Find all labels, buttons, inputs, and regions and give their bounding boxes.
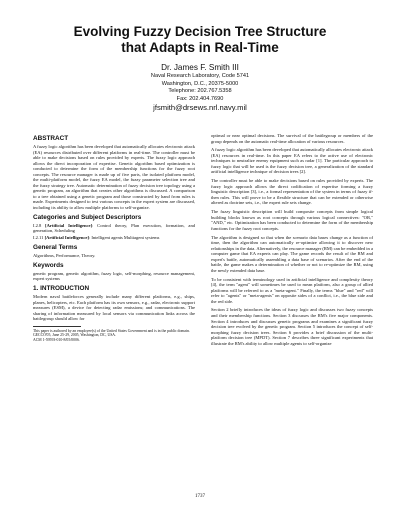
right-paragraph: The algorithm is designed so that when the scenario data bases change as a function of time, then the algorithm can automatically re-optimize allowing it to discover new relationships in the data. Alternatively, the resource manager (RM) can be embedded in a computer game that EA experts can play. The game records the result of the RM and expert's battle, automatically assembling a data base of scenarios. After the end of the battle, the game makes a determination of whether or not to re-optimize the RM, using the newly extended data base.	[211, 234, 373, 273]
author-affiliation-1: Naval Research Laboratory, Code 5741	[150, 73, 250, 79]
categories-heading: Categories and Subject Descriptors	[33, 213, 142, 221]
footnote-rule	[33, 326, 81, 327]
right-column	[211, 133, 373, 349]
general-terms-text: Algorithms, Performance, Theory.	[33, 252, 96, 258]
author-block	[60, 63, 340, 113]
general-terms-heading: General Terms	[33, 243, 78, 251]
footnote-acm: ACM 1-59593-010-8/05/0006.	[33, 338, 80, 343]
title-line-2: that Adapts in Real-Time	[121, 40, 279, 55]
footnote-text: This paper is authored by an employee(s) of the United States Government and is in the public domain.	[33, 328, 190, 333]
abstract-text: A fuzzy logic algorithm has been developed that automatically allocates electronic attack (EA) resources distributed over different platforms in real-time. The controller must be able to make decisions based on rules provided by experts. The fuzzy logic approach allows the direct incorporation of expertise. Genetic algorithm based optimization is conducted to determine the form of the membership functions for the fuzzy root concepts. The resource manager is made up of five parts, the isolated platform model, the multi-platform model, the fuzzy EA model, the fuzzy parameter selection tree and the fuzzy strategy tree. Automatic determination of fuzzy decision tree topology using a genetic program, an algorithm that creates other algorithms is discussed. A comparison to a tree obtained using a genetic program and those constructed by hand from rules is made. Experiments designed to test various concepts in the expert system are discussed, including its ability to allow multiple platforms to self-organize.	[33, 144, 195, 211]
right-paragraph: To be consistent with terminology used in artificial intelligence and complexity theory [4], the term "agent" will sometimes be used to mean platform, also a group of allied platforms will be referred to as a "meta-agent." Finally, the terms "blue" and "red" will refer to "agents" or "meta-agents" on opposite sides of a conflict, i.e., the blue side and the red side.	[211, 276, 373, 304]
introduction-heading: 1. INTRODUCTION	[33, 285, 90, 292]
title-line-1: Evolving Fuzzy Decision Tree Structure	[73, 24, 327, 39]
right-paragraph: Section 2 briefly introduces the ideas of fuzzy logic and discusses two fuzzy concepts and their membership functions. Section 3 discusses the RM's five major components. Section 4 introduces and discusses genetic programs and examines a significant fuzzy decision tree evolved by the genetic program. Section 5 introduces the concept of self-morphing fuzzy decision trees. Section 6 provides a brief discussion of the multi-platform decision tree (MPDT). Section 7 describes three significant experiments that illustrate the RM's ability to allow multiple agents to self-organize	[211, 307, 373, 346]
page-number: 1737	[195, 494, 205, 499]
right-paragraph: optimal or near optimal decisions. The survival of the battlegroup or members of the group depends on the automatic real-time allocation of various resources.	[211, 133, 373, 144]
introduction-text: Modern naval battleforces generally include many different platforms, e.g., ships, planes, helicopters, etc. Each platform has its own sensors, e.g., radar, electronic support measures (ESM), a device for detecting radar emissions; and communications. The sharing of information measured by local sensors via communication links across the battlegroup should allow for	[33, 294, 195, 322]
left-column	[33, 135, 195, 343]
author-affiliation-2: Washington, D.C., 20375-5000	[161, 80, 239, 87]
abstract-heading: ABSTRACT	[33, 135, 69, 142]
category-item: I.2.8 [Artificial Intelligence]: Control theory, Plan execution, formation, and generation, Scheduling	[33, 222, 195, 234]
author-email: jfsmith@drsews.nrl.navy.mil	[153, 103, 247, 113]
category-item: I.2.11 [Artificial Intelligence]: Intelligent agents Multiagent systems	[33, 235, 160, 241]
author-telephone: Telephone: 202.767.5358	[168, 88, 232, 95]
author-name: Dr. James F. Smith III	[161, 63, 239, 72]
footnote	[33, 329, 195, 343]
keywords-heading: Keywords	[33, 261, 64, 269]
right-paragraph: The controller must be able to make decisions based on rules provided by experts. The fuzzy logic approach allows the direct codification of expertise forming a fuzzy linguistic description [3], i.e., a formal representation of the system in terms of fuzzy if-then rules. This will prove to be a flexible structure that can be extended or otherwise altered as doctrine sets, i.e., the expert rule sets change.	[211, 178, 373, 206]
right-paragraph: A fuzzy logic algorithm has been developed that automatically allocates electronic attack (EA) resources in real-time. In this paper EA refers to the active use of electronic techniques to neutralize enemy equipment such as radar [1]. The particular approach to fuzzy logic that will be used is the fuzzy decision tree, a generalization of the standard artificial intelligence technique of decision trees [2].	[211, 147, 373, 175]
right-paragraph: The fuzzy linguistic description will build composite concepts from simple logical building blocks known as root concepts through various logical connectives: "OR," "AND," etc. Optimization has been conducted to determine the form of the membership functions for the fuzzy root concepts.	[211, 209, 373, 231]
keywords-text: genetic program, genetic algorithm, fuzzy logic, self-morphing, resource management, expert systems	[33, 270, 195, 282]
paper-title	[40, 24, 360, 56]
footnote-venue: GECCO'05, June 25-29, 2005, Washington, DC, USA.	[33, 333, 116, 338]
author-fax: Fax: 202.404.7690	[176, 95, 224, 102]
